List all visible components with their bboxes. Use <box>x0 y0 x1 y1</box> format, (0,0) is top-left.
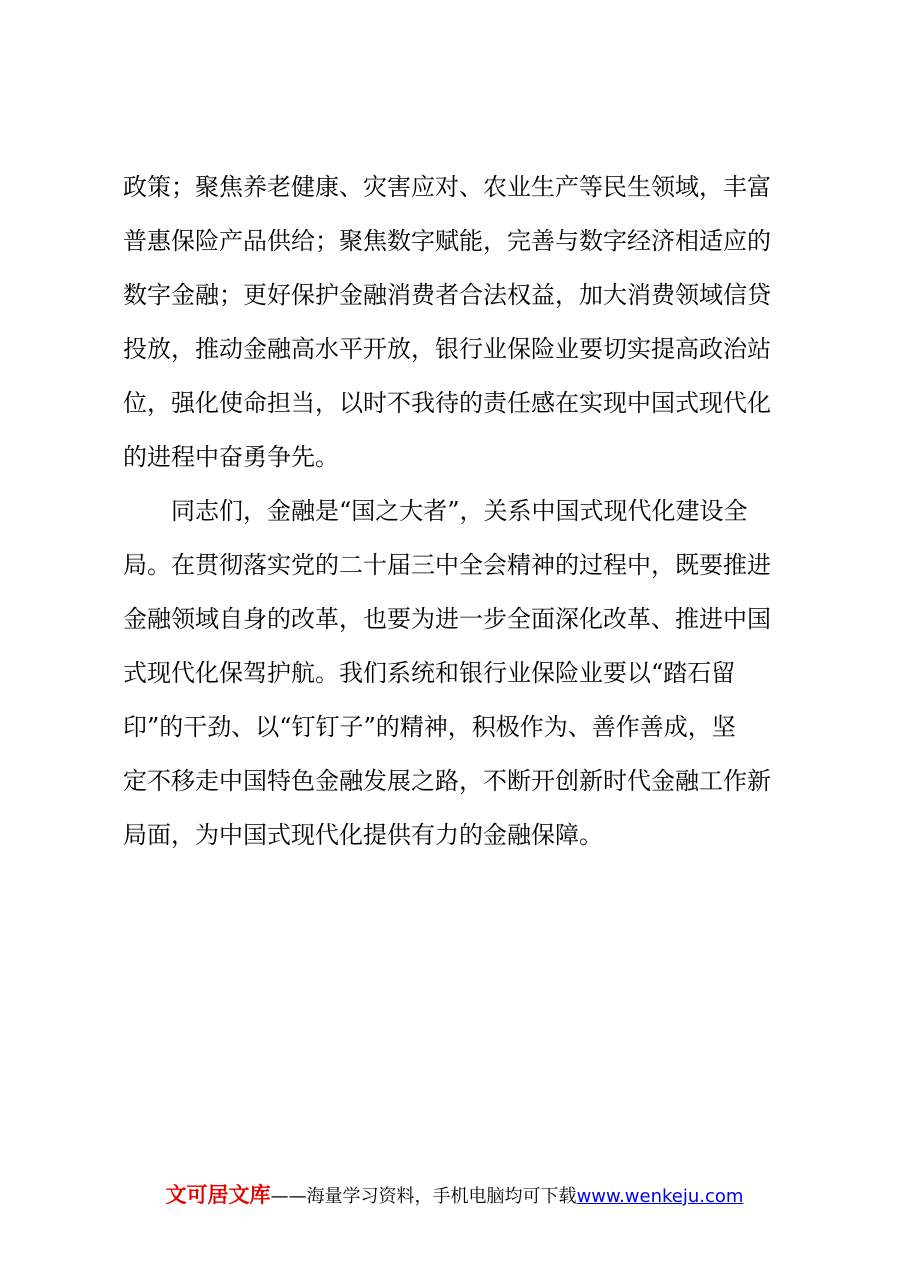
page-footer <box>0 1180 909 1212</box>
paragraph-line: 金融领域自身的改革，也要为进一步全面深化改革、推进中国 <box>123 605 771 633</box>
paragraph-line: 位，强化使命担当，以时不我待的责任感在实现中国式现代化 <box>123 389 771 417</box>
paragraph-line: 局。在贯彻落实党的二十届三中全会精神的过程中，既要推进 <box>123 551 771 579</box>
paragraph-line: 印”的干劲、以“钉钉子”的精神，积极作为、善作善成，坚 <box>123 713 736 741</box>
paragraph-line: 的进程中奋勇争先。 <box>123 443 339 471</box>
paragraph-line: 式现代化保驾护航。我们系统和银行业保险业要以“踏石留 <box>123 659 736 687</box>
footer-brand: 文可居文库 <box>165 1183 271 1207</box>
footer-website-link[interactable]: www.wenkeju.com <box>576 1186 744 1207</box>
document-body <box>123 160 783 862</box>
paragraph-line: 投放，推动金融高水平开放，银行业保险业要切实提高政治站 <box>123 335 771 363</box>
paragraph-line: 数字金融；更好保护金融消费者合法权益，加大消费领域信贷 <box>123 281 771 309</box>
paragraph-line: 普惠保险产品供给；聚焦数字赋能，完善与数字经济相适应的 <box>123 227 771 255</box>
paragraph-line: 定不移走中国特色金融发展之路，不断开创新时代金融工作新 <box>123 767 771 795</box>
paragraph-line: 局面，为中国式现代化提供有力的金融保障。 <box>123 821 603 849</box>
paragraph-line: 同志们，金融是“国之大者”，关系中国式现代化建设全 <box>171 497 748 525</box>
footer-tagline: ——海量学习资料，手机电脑均可下载 <box>270 1186 577 1207</box>
paragraph-line: 政策；聚焦养老健康、灾害应对、农业生产等民生领域，丰富 <box>123 173 771 201</box>
